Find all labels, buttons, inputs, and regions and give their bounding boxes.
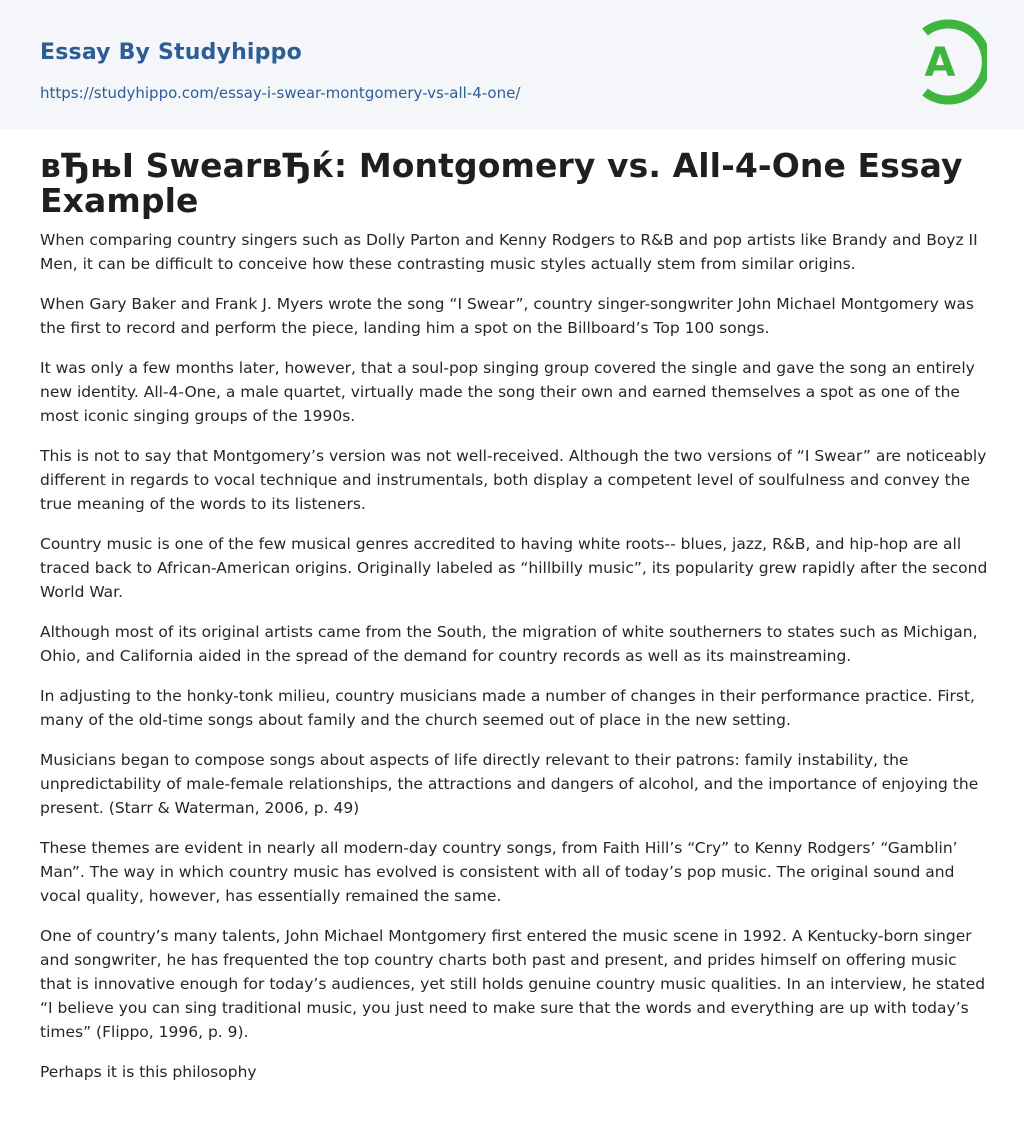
article-paragraph: Musicians began to compose songs about aspects of life directly relevant to their patrons: family instability, the unpredictability of male-female relationships, the attractions and dangers of alcohol, and the importance of enjoying the present. (Starr & Waterman, 2006, p. 49)	[40, 751, 979, 817]
article-paragraph: When comparing country singers such as Dolly Parton and Kenny Rodgers to R&B and pop artists like Brandy and Boyz II Men, it can be difficult to conceive how these contrasting music styles actually stem from similar origins.	[40, 231, 978, 273]
article-paragraph: It was only a few months later, however, that a soul-pop singing group covered the single and gave the song an entirely new identity. All-4-One, a male quartet, virtually made the song their own and earned themselves a spot as one of the most iconic singing groups of the 1990s.	[40, 359, 975, 425]
site-title[interactable]: Essay By Studyhippo	[40, 40, 302, 65]
article	[40, 148, 988, 1100]
studyhippo-logo-icon[interactable]	[911, 18, 987, 106]
article-paragraph: These themes are evident in nearly all modern-day country songs, from Faith Hill’s “Cry” to Kenny Rodgers’ “Gamblin’ Man”. The way in which country music has evolved is consistent with all of today’s pop music. The original sound and vocal quality, however, has essentially remained the same.	[40, 839, 958, 905]
article-paragraph: One of country’s many talents, John Michael Montgomery first entered the music scene in 1992. A Kentucky-born singer and songwriter, he has frequented the top country charts both past and present, and prides himself on offering music that is innovative enough for today’s audiences, yet still holds genuine country music qualities. In an interview, he stated “I believe you can sing traditional music, you just need to make sure that the words and everything are up with today’s times” (Flippo, 1996, p. 9).	[40, 927, 986, 1041]
article-paragraph: Perhaps it is this philosophy	[40, 1063, 257, 1081]
article-paragraph: Although most of its original artists came from the South, the migration of white southerners to states such as Michigan, Ohio, and California aided in the spread of the demand for country records as well as its mainstreaming.	[40, 623, 978, 665]
site-header	[0, 0, 1024, 129]
article-paragraph: Country music is one of the few musical genres accredited to having white roots-- blues, jazz, R&B, and hip-hop are all traced back to African-American origins. Originally labeled as “hillbilly music”, its popularity grew rapidly after the second World War.	[40, 535, 988, 601]
article-paragraph: When Gary Baker and Frank J. Myers wrote the song “I Swear”, country singer-songwriter John Michael Montgomery was the first to record and perform the piece, landing him a spot on the Billboard’s Top 100 songs.	[40, 295, 975, 337]
article-paragraph: In adjusting to the honky-tonk milieu, country musicians made a number of changes in their performance practice. First, many of the old-time songs about family and the church seemed out of place in the new setting.	[40, 687, 975, 729]
page-url-link[interactable]: https://studyhippo.com/essay-i-swear-montgomery-vs-all-4-one/	[40, 84, 521, 102]
logo-letter: A	[924, 40, 956, 86]
article-paragraph: This is not to say that Montgomery’s version was not well-received. Although the two versions of “I Swear” are noticeably different in regards to vocal technique and instrumentals, both display a competent level of soulfulness and convey the true meaning of the words to its listeners.	[40, 447, 987, 513]
article-title: вЂњI SwearвЂќ: Montgomery vs. All-4-One Essay Example	[40, 146, 963, 220]
